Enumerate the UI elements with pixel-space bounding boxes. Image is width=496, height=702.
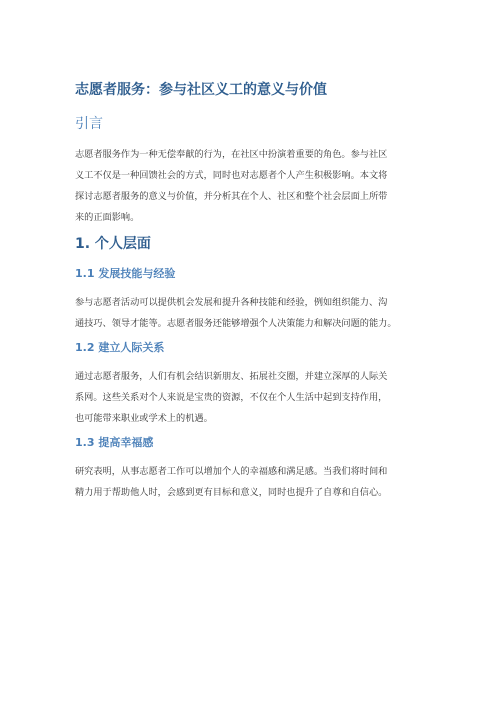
paragraph-line: 也可能带来职业或学术上的机遇。 — [75, 413, 213, 424]
document-content — [75, 80, 425, 509]
paragraph-line: 系网。这些关系对个人来说是宝贵的资源，不仅在个人生活中起到支持作用， — [75, 392, 388, 403]
subsection-heading-happiness: 1.3 提高幸福感 — [75, 436, 154, 449]
paragraph-line: 参与志愿者活动可以提供机会发展和提升各种技能和经验，例如组织能力、沟 — [75, 297, 388, 308]
paragraph-line: 探讨志愿者服务的意义与价值，并分析其在个人、社区和整个社会层面上所带 — [75, 191, 388, 202]
paragraph-line: 通过志愿者服务，人们有机会结识新朋友、拓展社交圈，并建立深厚的人际关 — [75, 371, 388, 382]
paragraph-line: 研究表明，从事志愿者工作可以增加个人的幸福感和满足感。当我们将时间和 — [75, 466, 388, 477]
document-title: 志愿者服务：参与社区义工的意义与价值 — [75, 82, 327, 98]
paragraph-line: 来的正面影响。 — [75, 212, 140, 223]
intro-heading: 引言 — [75, 116, 103, 132]
subsection-heading-skills: 1.1 发展技能与经验 — [75, 267, 176, 280]
paragraph-line: 精力用于帮助他人时，会感到更有目标和意义，同时也提升了自尊和自信心。 — [75, 487, 388, 498]
paragraph-line: 义工不仅是一种回馈社会的方式，同时也对志愿者个人产生积极影响。本文将 — [75, 170, 388, 181]
happiness-paragraph — [75, 461, 425, 503]
skills-paragraph — [75, 292, 425, 334]
relationships-paragraph — [75, 366, 425, 429]
paragraph-line: 通技巧、领导才能等。志愿者服务还能够增强个人决策能力和解决问题的能力。 — [75, 318, 397, 329]
intro-paragraph — [75, 144, 425, 228]
paragraph-line: 志愿者服务作为一种无偿奉献的行为，在社区中扮演着重要的角色。参与社区 — [75, 149, 388, 160]
subsection-heading-relationships: 1.2 建立人际关系 — [75, 341, 165, 354]
section-heading-personal: 1. 个人层面 — [75, 236, 151, 252]
